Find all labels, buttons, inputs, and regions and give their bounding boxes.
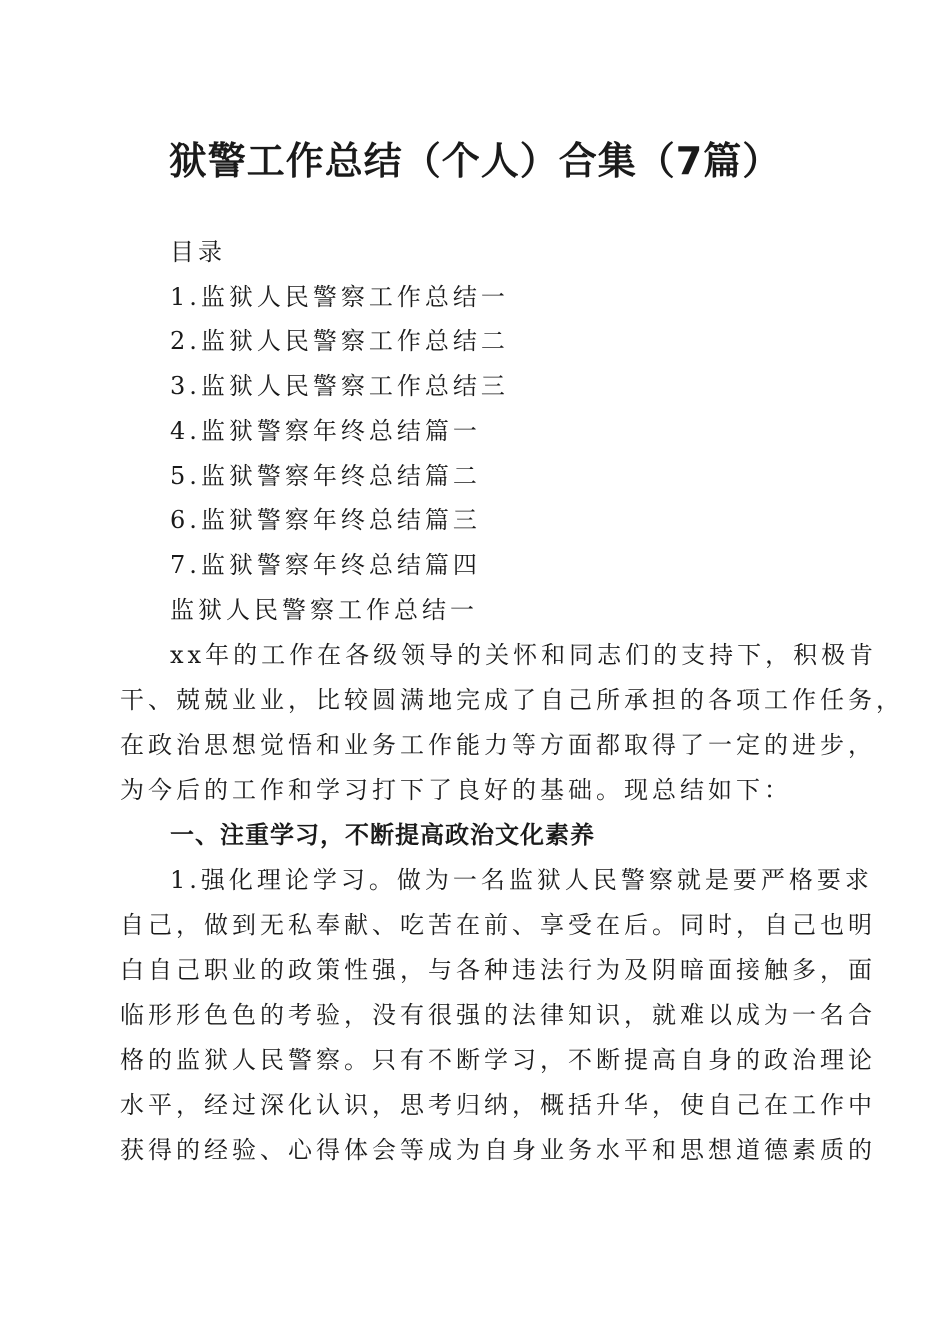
toc-item: 6.监狱警察年终总结篇三 [170,506,481,534]
paragraph-line: 格的监狱人民警察。只有不断学习，不断提高自身的政治理论 [120,1046,876,1074]
section-heading: 一、注重学习，不断提高政治文化素养 [170,821,595,849]
toc-item: 4.监狱警察年终总结篇一 [170,417,481,445]
toc-item: 5.监狱警察年终总结篇二 [170,462,481,490]
intro-line: 干、兢兢业业，比较圆满地完成了自己所承担的各项工作任务， [120,686,904,714]
toc-item: 1.监狱人民警察工作总结一 [170,283,509,311]
intro-line: 为今后的工作和学习打下了良好的基础。现总结如下： [120,776,792,804]
section-title: 监狱人民警察工作总结一 [170,596,478,624]
paragraph-line: 获得的经验、心得体会等成为自身业务水平和思想道德素质的 [120,1136,876,1164]
document-title: 狱警工作总结（个人）合集（7篇） [168,139,782,183]
toc-item: 2.监狱人民警察工作总结二 [170,327,509,355]
paragraph-line: 1.强化理论学习。做为一名监狱人民警察就是要严格要求 [170,866,873,894]
intro-line: xx年的工作在各级领导的关怀和同志们的支持下，积极肯 [170,641,878,669]
intro-line: 在政治思想觉悟和业务工作能力等方面都取得了一定的进步， [120,731,876,759]
paragraph-line: 临形形色色的考验，没有很强的法律知识，就难以成为一名合 [120,1001,876,1029]
paragraph-line: 水平，经过深化认识，思考归纳，概括升华，使自己在工作中 [120,1091,876,1119]
toc-heading: 目录 [170,238,226,266]
toc-item: 3.监狱人民警察工作总结三 [170,372,509,400]
toc-item: 7.监狱警察年终总结篇四 [170,551,481,579]
paragraph-line: 自己，做到无私奉献、吃苦在前、享受在后。同时，自己也明 [120,911,876,939]
paragraph-line: 白自己职业的政策性强，与各种违法行为及阴暗面接触多，面 [120,956,876,984]
